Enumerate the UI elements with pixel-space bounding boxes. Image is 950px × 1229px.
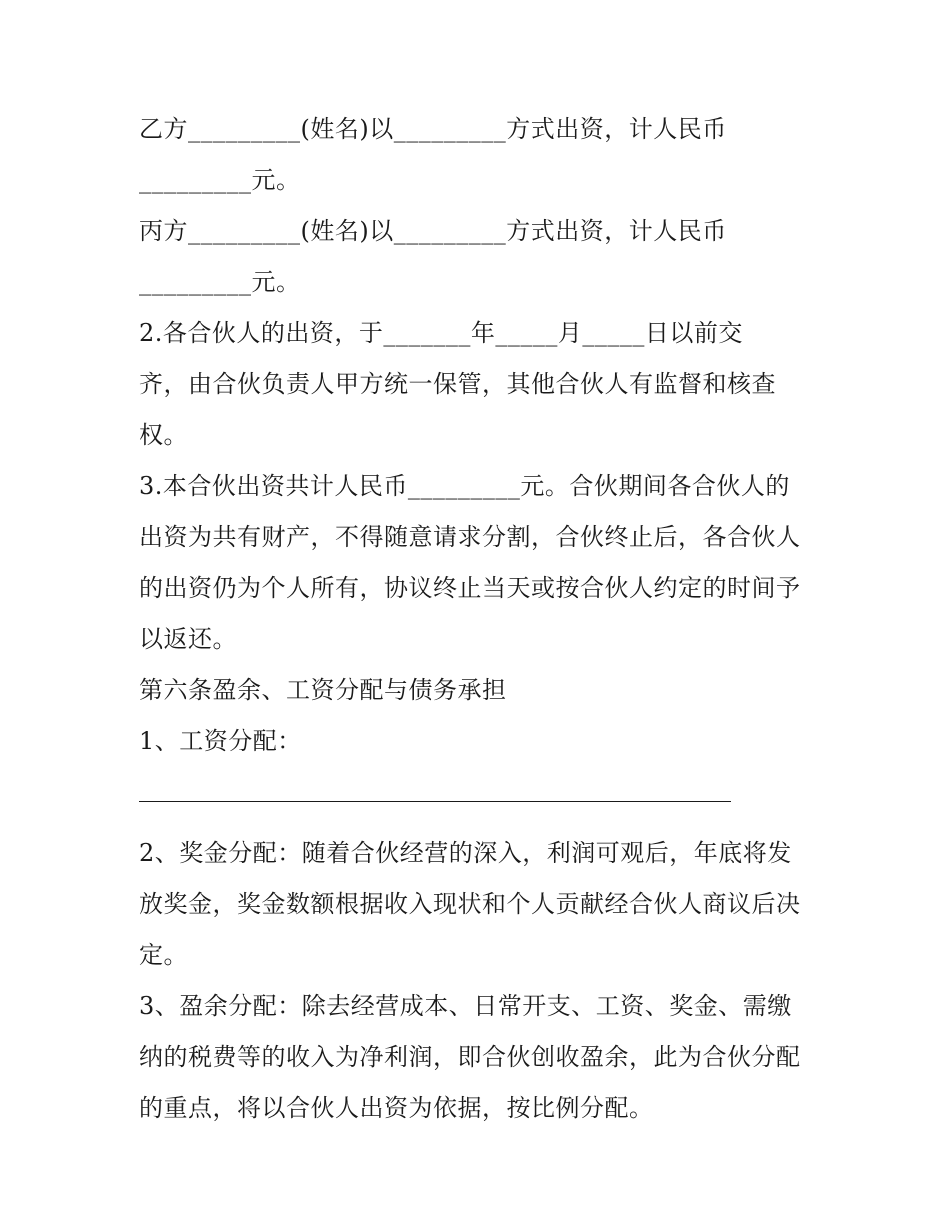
document-body <box>139 104 829 1134</box>
clause-3-line-4: 以返还。 <box>139 625 237 653</box>
party-b-contribution-line: 乙方_________(姓名)以_________方式出资，计人民币 <box>139 115 727 143</box>
surplus-distribution-line-3: 的重点，将以合伙人出资为依据，按比例分配。 <box>139 1094 654 1122</box>
wage-distribution-blank-line <box>139 801 731 802</box>
article-6-heading: 第六条盈余、工资分配与债务承担 <box>139 676 507 704</box>
bonus-distribution-line-3: 定。 <box>139 941 188 969</box>
bonus-distribution-line-2: 放奖金，奖金数额根据收入现状和个人贡献经合伙人商议后决 <box>139 890 801 918</box>
party-b-amount-line: _________元。 <box>139 166 301 194</box>
party-c-amount-line: _________元。 <box>139 268 301 296</box>
clause-2-line-1: 2.各合伙人的出资，于_______年_____月_____日以前交 <box>139 319 743 347</box>
surplus-distribution-line-1: 3、盈余分配：除去经营成本、日常开支、工资、奖金、需缴 <box>139 992 792 1020</box>
bonus-distribution-line-1: 2、奖金分配：随着合伙经营的深入，利润可观后，年底将发 <box>139 839 792 867</box>
clause-3-line-2: 出资为共有财产，不得随意请求分割，合伙终止后，各合伙人 <box>139 523 801 551</box>
clause-2-line-2: 齐，由合伙负责人甲方统一保管，其他合伙人有监督和核查 <box>139 370 776 398</box>
surplus-distribution-line-2: 纳的税费等的收入为净利润，即合伙创收盈余，此为合伙分配 <box>139 1043 801 1071</box>
party-c-contribution-line: 丙方_________(姓名)以_________方式出资，计人民币 <box>139 217 727 245</box>
wage-distribution-label: 1、工资分配： <box>139 727 302 755</box>
clause-2-line-3: 权。 <box>139 421 188 449</box>
clause-3-line-3: 的出资仍为个人所有，协议终止当天或按合伙人约定的时间予 <box>139 574 801 602</box>
clause-3-line-1: 3.本合伙出资共计人民币_________元。合伙期间各合伙人的 <box>139 472 790 500</box>
